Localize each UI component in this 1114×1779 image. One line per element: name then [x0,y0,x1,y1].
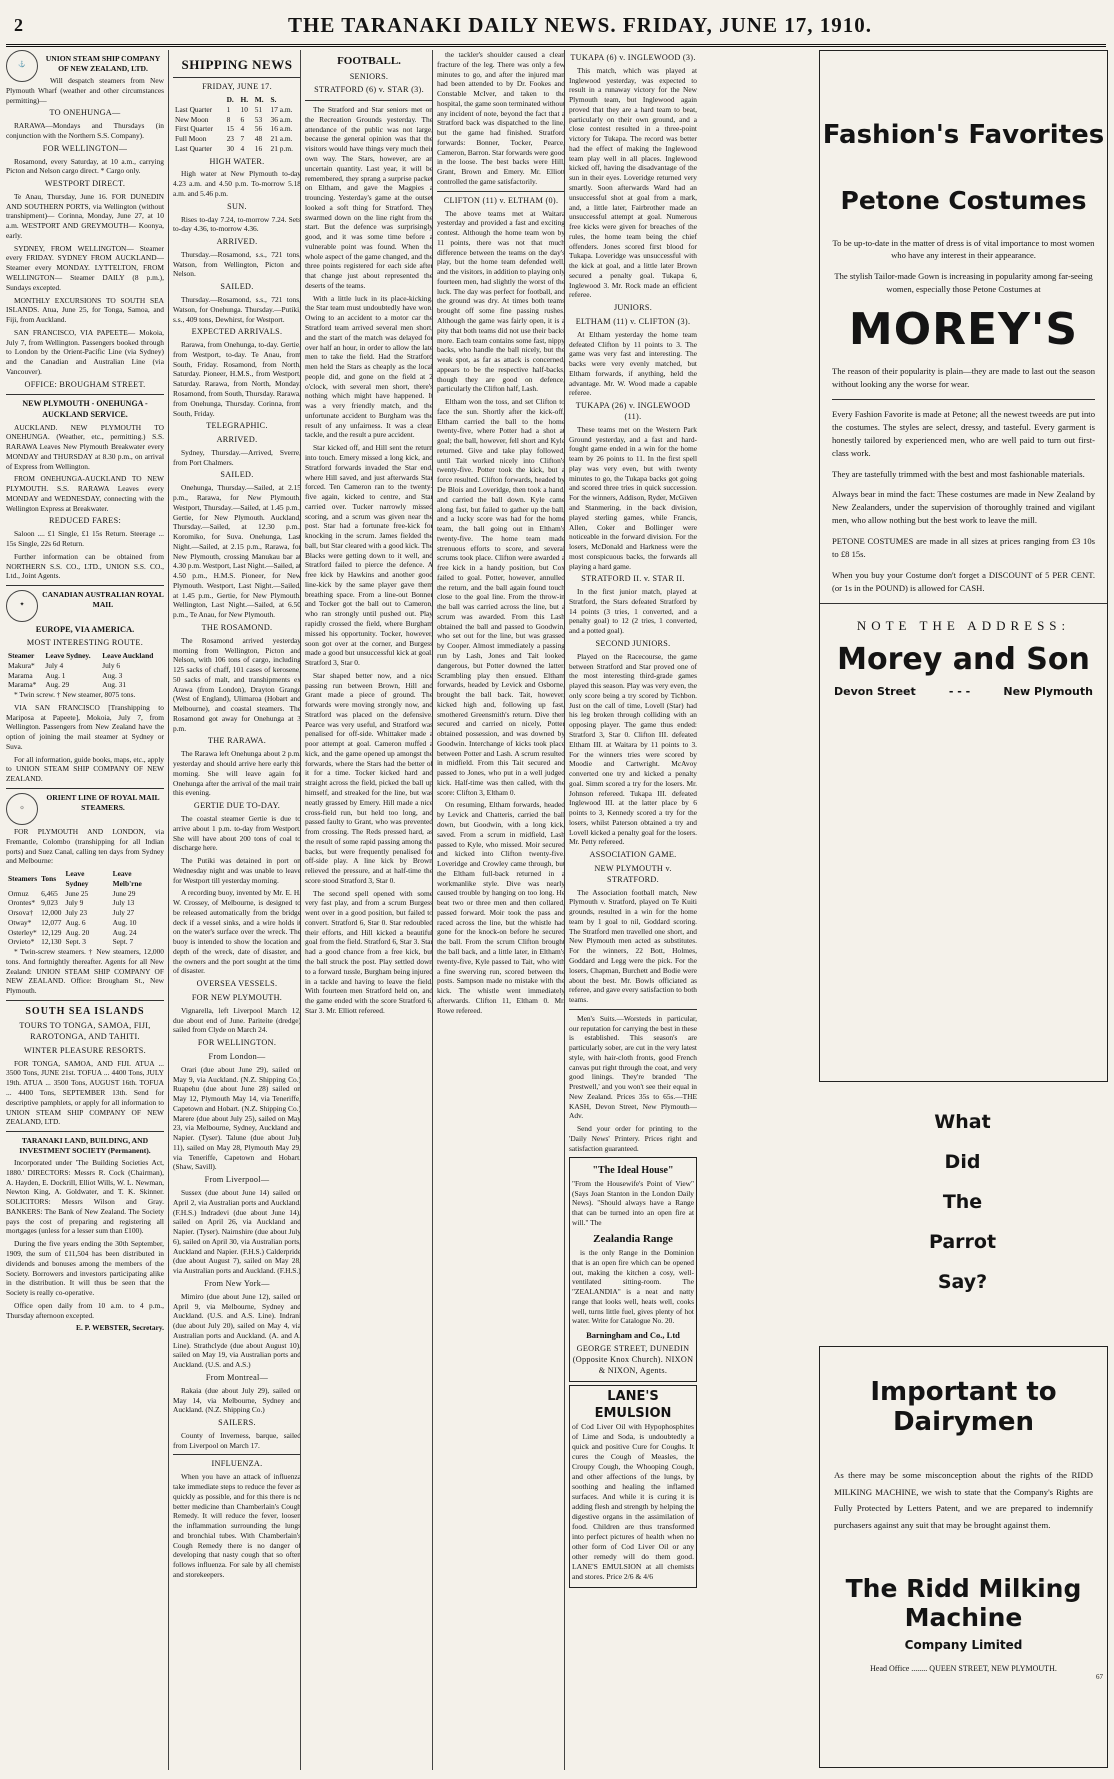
union-company-logo: ⚓ [6,50,38,82]
news-text: Rakaia (due about July 29), sailed on May 14, via Melbourne, Sydney and Auckland. (N.Z. Shipping Co.) [173,1385,301,1415]
article-paragraph: The above teams met at Waitara yesterday and provided a fast and exciting contest. Although the home team won by 11 points, there was not that much difference between the teams on the day's play, but the home team defended well, and the visitors, in addition to playing only fourteen men, had slightly the worst of the luck. The day was perfect for football, and the ground was dry. At times both teams brought off some fine passing rushes. Although the game was fairly open, it is a pity that both teams did not use their backs more. Each team contains some fast, nippy backs, who handle the ball nicely, but the weak spot, as far as attack is concerned, appears to be the respective half-backs, though they are good on defence, particularly the Clifton half, Lash. [437,208,565,394]
section-heading: INFLUENZA. [211,1459,263,1469]
section-subheading: From Montreal— [205,1372,269,1382]
section-heading: TELEGRAPHIC. [206,421,268,431]
section-heading: NEW PLYMOUTH - ONEHUNGA - AUCKLAND SERVICE. [22,399,148,420]
article-paragraph: Played on the Racecourse, the game between Stratford and Star proved one of the most interesting third-grade games played this season. Play was very even, the only score being a try scored by Tichbon. Just on the call of time, Lovell (Star) had his leg broken through colliding with an opposing player. The game thus ended: Stratford 3, Star 0. Clifton III. defeated Eltham III. at Waitara by 11 points to 3. For the winners tries were scored by Moodie and Cartwright. McAvoy converted one try and kicked a penalty goal. Simm scored a try for the losers. Mr. Johnson refereed. Tukapa III. defeated Inglewood III. at the latter place by 6 points to 3, Kennedy scored a try for the losers, whilst Paterson obtained a try and Lovell kicked a penalty goal for the losers. Mr. Petty refereed. [569,651,697,847]
article-paragraph: The Stratford and Star seniors met on the Recreation Grounds yesterday. The attendance of the public was not large, because the general opinion was that the visitors would have things very much their own way. The Stars, however, are an uncertain quantity. Last year, it will be remembered, they sprang a surprise packet on Eltham, and gave the Magpies a trouncing. Yesterday's game at the outset looked a soft thing for Stratford. They swarmed down on the line right from the start. But the defence was surprisingly good, and it was some time before a vulnerable point was found. When the whole aspect of the game changed, and the three points registered for each side after that change just about represented the deserts of the teams. [305,105,433,290]
tide-text: High water at New Plymouth to-day 4.23 a.m. and 4.50 p.m. To-morrow 5.18 a.m. and 5.46 p.m. [173,169,301,198]
newspaper-page [6,6,1106,1772]
parrot-ad [819,1086,1106,1336]
ad-text: Men's Suits.—Worsteds in particular, our reputation for carrying the best in these is established. This season's are particularly sober, are cut in the very latest style, with hair-cloth fronts, good French canvas put right through the coat, and very good linings. They're branded 'The Prestwell,' and you won't see their equal in New Zealand. Prices 35s to 65s.—THE KASH, Devon Street, New Plymouth—Adv. [569,1013,697,1121]
ad-text: The reason of their popularity is plain—they are made to last out the season without looking any the worse for wear. [832,366,1095,390]
section-heading: SAILED. [220,470,254,480]
section-heading: THE ROSAMOND. [201,623,273,632]
ad-text: When you buy your Costume don't forget a DISCOUNT of 5 PER CENT. (or 1s in the POUND) is allowed for CASH. [832,569,1095,593]
shipping-news-heading: SHIPPING NEWS [181,57,293,72]
match-heading: ELTHAM (11) v. CLIFTON (3). [575,317,691,327]
section-heading: ASSOCIATION GAME. [589,850,677,860]
table-cell: July 23 [65,908,88,918]
ad-text: As there may be some misconception about the rights of the RIDD MILKING MACHINE, we wish to state that the Company's Rights are Fully Protected by Letters Patent, and we are prepared to indemnify purchasers against any suit that may be brought against them. [834,1470,1093,1531]
schedule-text: Rosamond, every Saturday, at 10 a.m., carrying Picton and Nelson cargo direct. * Cargo only. [6,156,164,176]
match-heading: STRATFORD (6) v. STAR (3). [314,85,424,95]
table-cell: 48 [254,134,263,144]
date-line: FRIDAY, JUNE 17. [202,82,272,92]
ad-spacer [820,150,1107,186]
ad-address: Devon Street [834,684,916,698]
usco-intro: Will despatch steamers from New Plymouth Wharf (weather and other circumstances permitting)— [6,76,164,105]
masthead [6,6,1106,47]
table-cell: 16 a.m. [270,124,293,134]
zealandia-ad [569,1157,697,1382]
column-shipping-ads [6,50,164,1770]
table-row [173,115,301,125]
table-cell: 4 [240,143,245,153]
page-number: 2 [14,14,23,35]
table-header-cell: Steamers [8,873,38,883]
society-text: Incorporated under 'The Building Societies Act, 1880.' DIRECTORS: Messrs R. Cock (Chairman), A. Hayden, E. Dockrill, Elliot Wills, W. L. Newman, Newton King, A. Goldwater, and T. K. Skinner. SOLICITORS: Messrs Wilson and Gray. BANKERS: The Bank of New Zealand. The Society pays the cost of preparing and registering all mortgages (unless for a lesser sum than £100). [6,1158,164,1236]
divider [820,603,1107,604]
table-cell: June 25 [65,888,89,898]
section-heading: FOR WELLINGTON— [42,143,128,153]
ad-heading: The Ridd Milking Machine [845,1573,1082,1632]
table-header-cell: Steamer [8,651,35,661]
section-subheading: WINTER PLEASURE RESORTS. [23,1045,147,1055]
ad-heading: Fashion's Favorites [822,120,1105,150]
canadian-line-logo: ✦ [6,590,38,622]
usco-title: UNION STEAM SHIP COMPANY OF NEW ZEALAND, LTD. [45,54,161,74]
news-text: Vignarella, left Liverpool March 12, due about end of June. Pariteite (dredge) sailed from Clyde on March 24. [173,1005,301,1035]
section-subheading: MOST INTERESTING ROUTE. [26,638,144,648]
news-text: Orari (due about June 29), sailed on May 9, via Auckland. (N.Z. Shipping Co.) Ruapehu (due about June 28) sailed on May 12, Plymouth May 14, via Teneriffe, Capetown and Hobart. (N.Z. Shipping Co.) Marere (due about July 25), sailed on May 23, via Melbourne, Sydney, Auckland and Napier. (Tyser). Talune (due about July 11), sailed on May 28, Plymouth May 29, via Teneriffe, Capetown and Hobart. (Shaw, Savill). [173,1064,301,1172]
article-paragraph: The second spell opened with some very fast play, and from a scrum Burgess went over in a good position, but failed to convert. Stratford 6, Star 0. Star redoubled their efforts, and Hill kicked a beautiful goal from the field. Stratford 6, Star 3. Star had a good chance from a free kick, but the ball struck the post. Play settled down to a forward tussle, Burgham being injured in a tackle and having to leave the field. With fourteen men Stratford held on, and the game ended with the score Stratford 6, Star 3. Mr. Elliott refereed. [305,888,433,1015]
table-cell: Aug. 10 [112,917,137,927]
petone-costumes-ad [819,50,1108,1082]
table-cell: New Moon [175,114,209,124]
match-heading: TUKAPA (6) v. INGLEWOOD (3). [570,53,696,62]
column-football-results [564,50,697,1770]
column-shipping-news [168,50,301,1770]
ad-address: New Plymouth [1003,684,1093,698]
table-header-cell: D. [226,94,234,104]
schedule-text: AUCKLAND. NEW PLYMOUTH TO ONEHUNGA. (Weather, etc., permitting.) S.S. RARAWA Leaves New Plymouth Breakwater every MONDAY and THURSDAY at 8.30 p.m., on arrival of Express from Wellington. [6,422,164,471]
schedule-text: SYDNEY, FROM WELLINGTON— Steamer every FRIDAY. SYDNEY FROM AUCKLAND— Steamer every MONDAY. LYTTELTON, FROM WELLINGTON— Steamer DAILY (8 p.m.), Sundays excepted. [6,243,164,292]
ad-text: Did [944,1151,981,1173]
table-header-cell: Leave Melb'rne [112,869,142,888]
ad-heading: "The Ideal House" [592,1164,674,1176]
news-text: County of Inverness, barque, sailed from Liverpool on March 17. [173,1430,301,1450]
table-cell: 4 [240,124,245,134]
table-cell: Aug. 6 [65,917,86,927]
section-heading: SUN. [227,201,247,211]
table-header-cell: S. [270,94,277,104]
table-header-cell: Leave Sydney [65,869,89,888]
article-paragraph: Star kicked off, and Hill sent the return into touch. Emery missed a long kick, and Stratford forwards invaded the Star end, where Hill saved, and just afterwards Star forced. Ten Cameron ran to the twenty-five again, kicked to centre, and Star carried over. Tucker narrowly missed scoring, and a scrum was given near the post. Star had a fortunate free-kick for knocking in the scrum. James fielded the ball, but Star cleared with a good kick. The Blacks were getting down to it well, and Stratford failed to pierce the defence. A free kick by Hawkins and another good line-kick by the same player gave them breathing space. From a line-out Bonner and Tocker got the ball out to Cameron, who ran strongly until pushed out. Play rapidly crossed the field, where Burgham missed his opportunity. Tocker, however, soon got over at the corner, and Burgess made a good but unsuccessful kick at goal. Stratford 3, Star 0. [305,443,433,668]
news-text: The Rosamond arrived yesterday morning from Wellington, Picton and Nelson, with 106 tons of cargo, including 125 sacks of chaff, 101 cases of kerosene, 50 sacks of malt, and transhipments ex Arawa (from London), Drayton Grange (West of England), Ulimaroa (Hobart and Melbourne), and coastal steamers. The Rosamond got away for Onehunga at 3 p.m. [173,635,301,733]
table-cell: 53 [254,114,263,124]
table-cell: Marama [8,670,33,680]
ad-subheading: NOTE THE ADDRESS: [856,617,1071,633]
section-subheading: From London— [208,1052,266,1061]
table-header-row [6,651,164,661]
society-text: During the five years ending the 30th September, 1909, the sum of £11,504 has been distributed in dividends and bonuses among the members of the Society. Borrowers and investors participating alike in the distribution. It will thus be seen that the Society is really co-operative. [6,1239,164,1298]
article-paragraph: In the first junior match, played at Stratford, the Stars defeated Stratford by 14 points (3 tries, 1 converted, and a penalty goal) to 12 (2 tries, 1 converted, and a potted goal). [569,587,697,636]
table-row [6,898,164,908]
office-hours: Office open daily from 10 a.m. to 4 p.m., Thursday afternoon excepted. [6,1300,164,1320]
section-heading: EXPECTED ARRIVALS. [191,327,283,337]
table-cell: Last Quarter [175,143,213,153]
divider [6,585,164,586]
moon-phases-table [173,95,301,154]
table-cell: First Quarter [175,124,213,134]
table-cell: Aug. 29 [45,680,70,690]
section-heading: SECOND JUNIORS. [595,639,671,649]
ad-text: is the only Range in the Dominion that is an open fire which can be opened out, making the kitchen a cosy, well-ventilated sitting-room. The "ZEALANDIA" is a neat and natty range that looks well, heats well, cooks well, turns little fuel, gives plenty of hot water. Write for Catalogue No. 20. [572,1248,694,1326]
news-text: The coastal steamer Gertie is due to arrive about 1 p.m. to-day from Westport. She will have about 200 tons of coal to discharge here. [173,813,301,853]
table-cell: 36 a.m. [270,114,293,124]
column-football [300,50,433,1770]
table-cell: 12,129 [41,927,62,937]
divider [305,100,433,101]
divider [6,1131,164,1132]
table-cell: July 9 [65,898,84,908]
table-cell: 12,130 [41,937,62,947]
ad-text: What [934,1111,991,1133]
section-heading: FOR NEW PLYMOUTH. [191,993,283,1003]
article-paragraph: Star shaped better now, and a nice passing run between Brown, Hill and Grant made a piece of ground. The forwards were moving strongly now, and Stratford was placed on the defensive. Pearce was very useful, and Stratford was penalised for off-side. Whittaker made a poor attempt at goal. Cameron muffed a kick, and the game opened up amongst the forwards, where the Stars had the better of it for a time. Tocker kicked hard and straight across the field, picked the ball up himself, and streaked for the line, but was neatly grassed by Emery. Hill made a nice cross-field run, but held too long, and passed faulty to Grant, who was prevented from crossing. The Reds pressed hard, as the result of some rapid passing among the backs, but were frequently penalised for off-side play. A line kick by Brown relieved the pressure, and at half-time the score stood Stratford 3, Star 0. [305,670,433,885]
section-heading: REDUCED FARES: [48,516,122,526]
table-cell: 12,000 [41,908,62,918]
schedule-text: VIA SAN FRANCISCO [Transhipping to Mariposa at Papeete], Mokoia, July 7, from Wellington. Passengers from New Zealand have the option of joining the mail steamer at Sydney or Suva. [6,702,164,751]
ad-text: Say? [937,1271,988,1293]
table-cell: July 4 [45,660,64,670]
section-heading: THE RARAWA. [207,736,267,746]
table-cell: 51 [254,104,263,114]
table-cell: 12,077 [41,917,62,927]
article-paragraph: Eltham won the toss, and set Clifton to face the sun. Shortly after the kick-off, Eltham carried the ball to the home twenty-five, where Potter had a shot at goal; the ball, however, fell short and Kyle returned. Give and take play followed, until Tait worked nicely into Clifton's twenty-five. Potter took the kick, but a force resulted. Clifton forwards, headed by De Blois and Loveridge, then took a hand, and carried the ball down. Kyle came along fast, but failed to gather up the ball, and a lucky score was had for the home team, the ball going out in Eltham's twenty-five. The home team made strenuous efforts to score, and several scrums took place. Clifton were awarded a free kick in a handy position, but Cox failed to goal. Potter, however, annulled the return, and the ball again found touch close to the goal line. From the throw-in the ball was carried across the line, but a scrum was awarded. From this Lash obtained the ball and passed to Goodwin, who set out for the line, but was grassed by Cooper. Almost immediately a passing run by Lash, Jones and Tait looked dangerous, but Potter downed the latter. Scrambling play then ensued. Eltham forwards, headed by Levick and Osborne, brought the ball back. Tait, however, kicked high and, following up fast, smothered Greensmith's return. Dive then secured and carried on nicely, Potter obtained possession, and was downed by Goodwin. Interchange of kicks took place between Potter and Lash. A scrum resulted in midfield. From this Tait secured and passed to Jones, who put in a well judged kick. Half-time was then called, with the score: Clifton 3, Eltham 0. [437,397,565,797]
table-cell: Aug. 20 [65,927,90,937]
section-heading: ARRIVED. [216,237,258,247]
news-text: Thursday.—Rosamond, s.s., 721 tons, Watson, for Onehunga. Thursday.—Putiki, s.s., 409 tons, Dewhirst, for Westport. [173,295,301,324]
article-paragraph: With a little luck in its place-kicking, the Star team must undoubtedly have won. Owing to an accident to a motor car the Stratford team arrived several men short, and the start of the match was delayed for over half an hour, in order to allow the late men to take the field. Had the Stratford men held the Stars as cheaply as the local people did, and gone on the field at 2 o'clock, with several men short, there's nothing which might have happened. It was a very friendly match, and the unfortunate accident to Burgham was the result of any unfairness. It was a clean tackle, and the result a pure accident. [305,293,433,440]
table-cell: Orvieto* [8,937,35,947]
note-text: * Twin screw. † New steamer, 8075 tons. [14,690,136,700]
table-cell: Makura* [8,660,35,670]
match-heading: TUKAPA (26) v. INGLEWOOD (11). [575,401,691,422]
ad-text: The stylish Tailor-made Gown is increasing in popularity among far-seeing women, especially those Petone Costumes at [834,271,1093,295]
ad-heading: Important to Dairymen [870,1377,1057,1437]
ad-text: They are tastefully trimmed with the best and most fashionable materials. [832,468,1085,479]
ad-subheading: Company Limited [904,1637,1023,1652]
table-cell: Osterley* [8,927,37,937]
table-cell: 23 [226,134,234,144]
table-cell: Aug. 3 [102,670,123,680]
section-heading: SENIORS. [349,71,389,81]
ad-spacer [820,51,1107,121]
schedule-text: FROM ONEHUNGA-AUCKLAND TO NEW PLYMOUTH. S.S. RARAWA Leaves every MONDAY and WEDNESDAY, connecting with the Wellington Express at Breakwater. [6,474,164,513]
news-text: Onehunga, Thursday.—Sailed, at 2.15 p.m., Rarawa, for New Plymouth. Westport, Thursday.—Sailed, at 1.45 p.m., Gertie, for New Plymouth. Auckland, Thursday.—Sailed, at 12.30 p.m., Koromiko, for Suva. Onehunga, Last Night.—Sailed, at 2.15 p.m., Rarawa, for New Plymouth, crossing Manukau bar at 4.30 p.m. Westport, Last Night.—Sailed, at 4.50 p.m., H.M.S. Pioneer, for New Plymouth. Westport, Last Night.—Sailed, at 1.45 p.m., Gertie, for New Plymouth. Wellington, Last Night.—Sailed, at 6.50 p.m., Te Anau, for New Plymouth. [173,483,301,620]
table-header-cell: H. [240,94,249,104]
table-cell: 56 [254,124,263,134]
sun-text: Rises to-day 7.24, to-morrow 7.24. Sets to-day 4.36, to-morrow 4.36. [173,214,301,234]
ad-heading: Zealandia Range [593,1232,673,1245]
ad-text: Send your order for printing to the 'Daily News' Printery. Prices right and satisfaction guaranteed. [569,1124,697,1153]
table-cell: Marama* [8,680,37,690]
column-football-cont [432,50,565,1770]
table-cell: 9,023 [41,898,58,908]
table-cell: Aug. 31 [102,680,127,690]
table-header-row [6,869,164,889]
ad-dashes: - - - [948,684,971,698]
schedule-text: MONTHLY EXCURSIONS TO SOUTH SEA ISLANDS. Atua, June 25, for Tonga, Samoa, and Fiji, from Auckland. [6,295,164,325]
table-row [6,889,164,899]
ad-text: Always bear in mind the fact: These costumes are made in New Zealand by New Zealanders, under the supervision of thoroughly trained and vigilant men, who allow nothing but the best work to leave the mill. [832,489,1095,526]
news-text: Sydney, Thursday.—Arrived, Sverre, from Port Chalmers. [173,447,301,467]
section-heading: SAILERS. [218,1418,256,1428]
table-header-cell: Leave Sydney. [45,651,91,661]
table-cell: Last Quarter [175,104,213,114]
canadian-sailings-table [6,651,164,690]
section-heading: TARANAKI LAND, BUILDING, AND INVESTMENT SOCIETY (Permanent). [19,1136,151,1156]
fares-text: Saloon .... £1 Single, £1 15s Return. Steerage ... 15s Single, 22s 6d Return. [6,529,164,549]
section-heading: SOUTH SEA ISLANDS [25,1006,145,1018]
section-heading: HIGH WATER. [209,156,265,166]
table-cell: July 6 [102,660,121,670]
section-heading: FOR WELLINGTON. [197,1038,277,1048]
table-cell: Orontes* [8,898,36,908]
ad-address: Head Office ........ QUEEN STREET, NEW PLYMOUTH. [870,1663,1057,1673]
table-cell: June 29 [112,888,136,898]
section-heading: SAILED. [220,282,254,292]
section-heading: GERTIE DUE TO-DAY. [193,801,281,811]
agents-text: Further information can be obtained from NORTHERN S.S. CO., LTD., UNION S.S. CO., Ltd., Joint Agents. [6,551,164,581]
secretary-signature: E. P. WEBSTER, Secretary. [76,1323,164,1333]
section-subheading: From Liverpool— [204,1175,270,1185]
section-subheading: TOURS TO TONGA, SAMOA, FIJI, RAROTONGA, AND TAHITI. [19,1021,151,1042]
table-cell: 17 a.m. [270,104,293,114]
table-row [173,124,301,134]
divider [437,191,565,192]
table-cell: 7 [240,134,245,144]
ad-heading: Petone Costumes [840,185,1087,215]
orient-sailings-table [6,869,164,947]
table-row [6,671,164,681]
divider [569,1009,697,1010]
football-heading: FOOTBALL. [337,55,401,67]
ad-brand: Morey and Son [837,641,1090,677]
ad-brand: MOREY'S [848,304,1079,356]
section-heading: TO ONEHUNGA— [49,108,121,118]
ad-text: Every Fashion Favorite is made at Petone; all the newest tweeds are put into the costumes. The styles are select, dressy, and tasteful. Every garment is honestly tailored by experienced men, who are well paid to turn out first-class work. [832,408,1095,458]
ad-number: 67 [1096,1672,1103,1681]
table-header-cell: Tons [41,873,57,883]
divider [832,399,1095,400]
article-paragraph: These teams met on the Western Park Ground yesterday, and a fast and hard-fought game ended in a win for the home team by 26 points to 11. In the first spell play was very even, but with twenty minutes to go, the Tukapa backs got going and scored three tries in quick succession. For the winners, Addison, Ryder, McGiven and Stanmering, in the back division, played sterling games, while Francis, Allen, Coker and Bollinger were noticeable in the forward division. For the losers, McDonald and Harkness were the most conspicuous backs, the forwards all playing a hard game. [569,424,697,571]
table-row [173,134,301,144]
table-cell: 1 [226,104,231,114]
table-cell: July 27 [112,908,135,918]
table-cell: 6 [240,114,245,124]
table-cell: 8 [226,114,231,124]
section-heading: ORIENT LINE OF ROYAL MAIL STEAMERS. [46,793,160,813]
divider [6,1000,164,1001]
ad-text: PETONE COSTUMES are made in all sizes at prices ranging from £3 10s to £8 15s. [832,536,1095,559]
schedule-text: FOR PLYMOUTH AND LONDON, via Fremantle, Colombo (transhipping for all Indian ports) and Suez Canal, calling ten days from Sydney and Melbourne: [6,827,164,866]
table-row [6,928,164,938]
office-line: OFFICE: BROUGHAM STREET. [24,379,146,389]
news-text: The Putiki was detained in port on Wednesday night and was unable to leave for Westport till yesterday morning. [173,856,301,885]
table-header-cell: M. [254,94,264,104]
section-heading: CANADIAN AUSTRALIAN ROYAL MAIL [42,590,164,610]
table-cell: 30 [226,143,234,153]
news-text: Mimiro (due about June 12), sailed on April 9, via Melbourne, Sydney and Auckland. (U.S. and A.S. Line). Indrani (due about July 20), sailed on May 4, via Australian ports and Auckland. (A. and A. Line). Strathclyde (due about August 10), sailed on May 19, via Australian ports and Auckland. (U.S. and A.S.) [173,1291,301,1370]
schedule-text: SAN FRANCISCO, VIA PAPEETE— Mokoia, July 7, from Wellington. Passengers booked through to London by the Orient-Pacific Line (via Sydney) and the Canadian and Australian Line (via Vancouver). [6,327,164,376]
divider [173,77,301,78]
table-cell: 10 [240,104,248,114]
table-row [6,680,164,690]
table-row [6,661,164,671]
ad-heading: LANE'S EMULSION [594,1388,672,1422]
table-row [173,144,301,154]
article-paragraph: At Eltham yesterday the home team defeated Clifton by 11 points to 3. The game was very fast and interesting. The backs were very evenly matched, but Eltham forwards, if anything, held the advantage. Mr. W. Wood made a capable referee. [569,329,697,398]
news-text: A recording buoy, invented by Mr. E. H. W. Crossey, of Melbourne, is designed to be released automatically from the bridge deck if a vessel sinks, and a wire holds it on the water's surface over the wreck. The buoy is intended to show the location and depth of the wreck, date of disaster, and the owners and the port sought at the time of disaster. [173,888,301,976]
table-cell: Full Moon [175,134,207,144]
divider [6,788,164,789]
table-header-cell: Leave Auckland [102,651,154,661]
divider [6,394,164,395]
news-text: Sussex (due about June 14) sailed on April 2, via Australian ports and Auckland. (F.H.S.) Indradevi (due about June 14), sailed on April 26, via Auckland and Napier. (Tyser). Nairnshire (due about July 6), sailed on April 30, via Australian ports, Auckland and Napier. (F.H.S.) Calderpride (due about August 7), sailed on May 28, via Australian ports and Auckland. (F.H.S.) [173,1188,301,1276]
section-heading: JUNIORS. [613,303,653,313]
match-heading: CLIFTON (11) v. ELTHAM (0). [443,195,559,205]
note-text: * Twin-screw steamers. † New steamers, 12,000 tons. And fortnightly thereafter. Agents for all New Zealand: UNION STEAM SHIP COMPANY OF NEW ZEALAND. Office: Brougham St., New Plymouth. [6,947,164,996]
table-row [173,105,301,115]
ad-text: To be up-to-date in the matter of dress is of vital importance to most women who have any interest in their appearance. [832,237,1095,261]
match-heading: NEW PLYMOUTH v. STRATFORD. [594,863,672,884]
article-paragraph: This match, which was played at Inglewood yesterday, was expected to result in a runaway victory for the New Plymouth team, but Inglewood again proved that they are a hard team to beat, particularly on their own ground, and a close contest resulted in a three-point victory for Tukapa. The record was better had the effect of making the Inglewood team play well in all places. Inglewood kicked off, having the disadvantage of the sun in their eyes. Loveridge returned very smartly. Soon afterwards Ward had an unsuccessful shot at goal from a mark, and, a little later, Fairbrother made an unsuccessful attempt at goal. Numerous free kicks were given for breaches of the rules, the home team being the chief offenders. Jones scored first blood for Tukapa. Loveridge was unsuccessful with the kick at goal, and a little later Brown secured a penalty goal. Tukapa 6, Inglewood 3. Mr. Rock made an efficient referee. [569,65,697,300]
table-cell: Otway* [8,917,32,927]
table-cell: Sept. 7 [112,937,134,947]
table-row [6,918,164,928]
section-subheading: From New York— [204,1278,270,1288]
section-heading: OVERSEA VESSELS. [196,979,278,989]
article-paragraph: the tackler's shoulder caused a clean fracture of the leg. There was only a few minutes to go, and after the injured man had been attended to by Dr. Fookes and Constable McIver, and taken to the hospital, the game soon terminated without any incident of note, beyond the fact that a Stratford back was dispatched to the line, but the game had finished. Stratford forwards: Bonner, Tocker, Pearce, Cameron, Barron. Star forwards were good in the loose. The best backs were Hill, Grant, Brown and Emery. Mr. Elliott controlled the game satisfactorily. [437,50,565,186]
article-paragraph: On resuming, Eltham forwards, headed by Levick and Chatteris, carried the ball down, but Goodwin, with a long kick, saved. From a scrum in midfield, Lash passed to Kyle, who missed. Moir secured and kicked into Clifton twenty-five. Loveridge and Crowley came through, but the Eltham full-back returned in a workmanlike style. Dive was nearly caused trouble by hanging on too long. He beat two or three men and then collared, passed forward. Moir took the pass and raced across the line, but the whistle had gone for the knock-on before he secured the ball. From the scrum Clifton brought the ball back, and a little later, in Eltham's twenty-five, Kyle passed to Tait, who with a fine swerving run, scored between the posts. Sampson made no mistake with the kick. The whistle went immediately afterwards. Clifton 11, Eltham 0. Mr. Rowe refereed. [437,800,565,1015]
news-text: Thursday.—Rosamond, s.s., 721 tons, Watson, from Wellington, Picton and Nelson. [173,249,301,279]
table-cell: Aug. 24 [112,927,137,937]
news-text: The Rarawa left Onehunga about 2 p.m. yesterday and should arrive here early this morning. She will leave again for Onehunga after the arrival of the mail train this evening. [173,749,301,798]
ad-address: GEORGE STREET, DUNEDIN (Opposite Knox Church). NIXON & NIXON, Agents. [572,1344,694,1376]
schedule-text: Te Anau, Thursday, June 16. FOR DUNEDIN AND SOUTHERN PORTS, via Wellington (without transhipment)— Corinna, Monday, June 27, at 10 a.m. WESTPORT AND GREYMOUTH— Koonya, early. [6,191,164,240]
ad-text: of Cod Liver Oil with Hypophosphites of Lime and Soda, is undoubtedly a quick and positive Cure for Coughs. It cures the Cough of Measles, the Croupy Cough, the Whooping Cough, and other affections of the lungs, by soothing and healing the inflamed surfaces. And while it is curing it is adding flesh and strength by helping the digestive organs in the assimilation of food. Children are thus transformed into perfect pictures of health when no other form of Cod Liver Oil or any other remedy will do them good. LANE'S EMULSION at all chemists and stores. Price 2/6 & 4/6 [572,1422,694,1582]
match-heading: STRATFORD II. v. STAR II. [581,574,685,584]
schedule-text: RARAWA—Mondays and Thursdays (in conjunction with the Northern S.S. Company). [6,121,164,140]
lanes-emulsion-ad [569,1385,697,1589]
newspaper-title: THE TARANAKI DAILY NEWS. FRIDAY, JUNE 17, 1910. [288,12,872,37]
section-heading: WESTPORT DIRECT. [44,179,126,189]
ad-text: "From the Housewife's Point of View" (Says Joan Stanton in the London Daily News). "Should always have a Range that can be turned into an open fire at will." The [572,1178,694,1227]
info-text: For all information, guide books, maps, etc., apply to UNION STEAM SHIP COMPANY OF NEW ZEALAND. [6,754,164,784]
table-row [6,937,164,947]
ridd-milking-ad [819,1346,1108,1768]
schedule-text: FOR TONGA, SAMOA, AND FIJI. ATUA ... 3500 Tons, JUNE 21st. TOFUA ... 4400 Tons, JULY 19th. ATUA ... 3500 Tons, AUGUST 16th. TOFUA ... 4400 Tons, SEPTEMBER 13th. Send for descriptive pamphlets, or apply for all information to UNION STEAM SHIP COMPANY OF NEW ZEALAND, LTD. [6,1058,164,1127]
table-cell: Sept. 3 [65,937,86,947]
table-header-row [173,95,301,105]
table-cell: Aug. 1 [45,670,66,680]
section-heading: ARRIVED. [216,435,258,445]
table-cell: 21 a.m. [270,134,293,144]
orient-line-logo: ☼ [6,793,38,825]
table-cell: 21 p.m. [270,143,293,153]
table-cell: 6,465 [41,888,58,898]
table-cell: Orsova† [8,908,34,918]
table-header-cell [173,95,225,105]
ad-heading: Barningham and Co., Ltd [586,1330,680,1341]
divider [173,1454,301,1455]
article-paragraph: The Association football match, New Plymouth v. Stratford, played on Te Kuiti grounds, resulted in a win for the home team by 1 goal to nil, Goddard scoring. The Stratford men travelled one short, and New Plymouth men acted as substitutes. For the winners, 22 Bott, Holmes, Goddard and Legg were the pick. For the losers, Chapman, Burchett and Bodie were about the best. Mr. Bowls officiated as referee, and gave every satisfaction to both teams. [569,887,697,1005]
table-cell: 15 [226,124,234,134]
table-cell: 16 [254,143,263,153]
ad-text: When you have an attack of influenza take immediate steps to reduce the fever as quickly as possible, and for this there is no better medicine than Chamberlain's Cough Remedy. It will reduce the fever, loosen the inflammation surrounding the lungs and bronchial tubes. With Chamberlain's Cough Remedy there is no danger of developing that nasty cough that so often follows influenza. For sale by all chemists and storekeepers. [173,1472,301,1579]
table-cell: July 13 [112,898,135,908]
ad-text: The [942,1191,983,1213]
table-row [6,908,164,918]
news-text: Rarawa, from Onehunga, to-day. Gertie, from Westport, to-day. Te Anau, from South, Friday. Rosamond, from North, Saturday. Pioneer, H.M.S., from Westport, Saturday. Rarawa, from North, Monday. Rosamond, from South, Thursday. Rarawa, from Onehunga, Thursday. Corinna, from South, Friday. [173,340,301,418]
table-cell: Ormuz [8,888,29,898]
ad-text: Parrot [928,1231,997,1253]
section-heading: EUROPE, VIA AMERICA. [35,625,135,635]
